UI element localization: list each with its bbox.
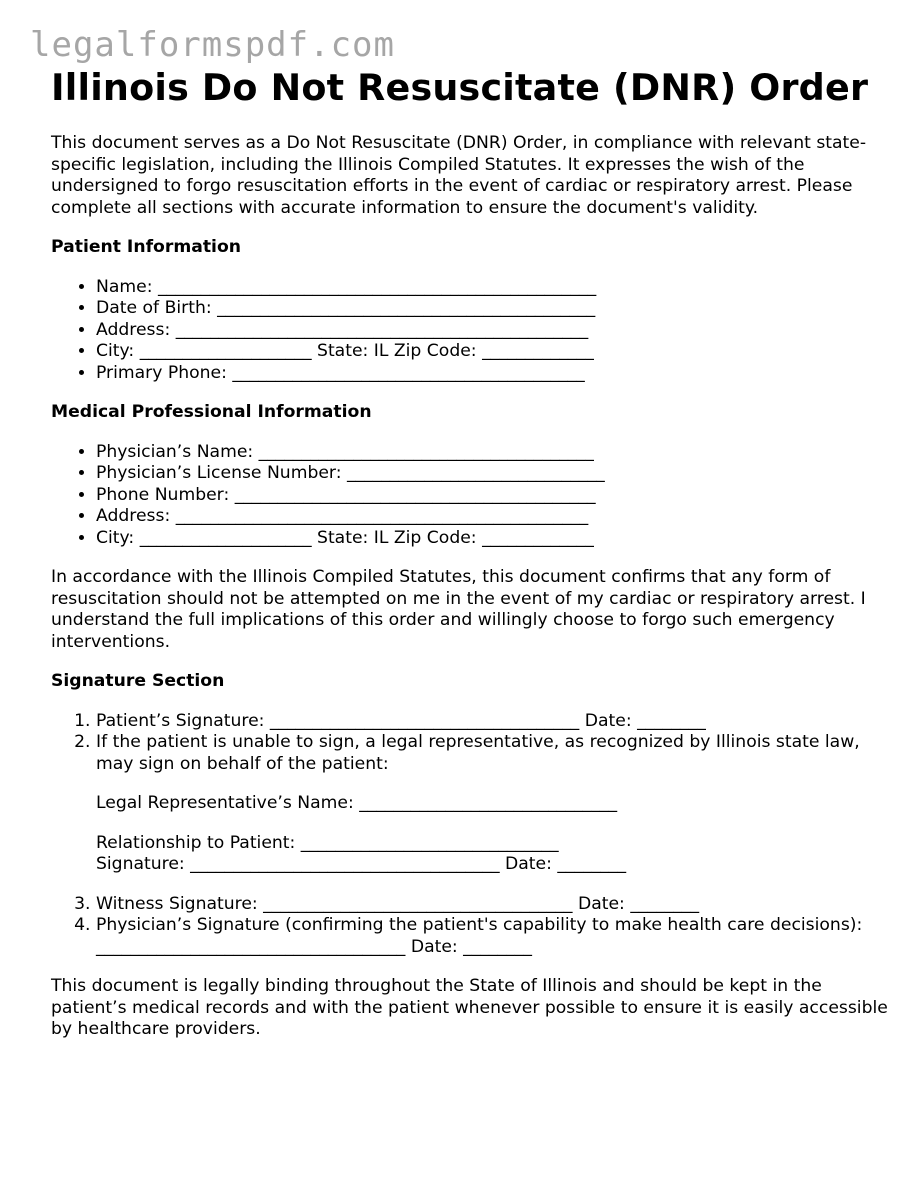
medical-info-heading: Medical Professional Information (51, 402, 372, 422)
medical-info-list (51, 442, 891, 550)
intro-paragraph: This document serves as a Do Not Resuscitate (DNR) Order, in compliance with relevant state-specific legislation, including the Illinois Compiled Statutes. It expresses the wish of the undersigned to forgo resuscitation efforts in the event of cardiac or respiratory arrest. Please complete all sections with accurate information to ensure the document's validity. (51, 133, 867, 218)
physician-signature-field: 4. Physician’s Signature (confirming the patient's capability to make health care decisions): ____________________________________ Date: ________ (96, 915, 891, 958)
patient-address-field: • Address: ________________________________________________ (96, 320, 891, 342)
patient-info-heading: Patient Information (51, 237, 241, 257)
physician-license-field: • Physician’s License Number: ______________________________ (96, 463, 891, 485)
closing-paragraph: This document is legally binding throughout the State of Illinois and should be kept in the patient’s medical records and with the patient whenever possible to ensure it is easily accessible by healthcare providers. (51, 976, 888, 1039)
physician-city-state-zip-field: • City: ____________________ State: IL Zip Code: _____________ (96, 528, 891, 550)
legal-representative-text: 2. If the patient is unable to sign, a legal representative, as recognized by Illinois state law, may sign on behalf of the patient: (96, 732, 860, 774)
witness-signature-field: 3. Witness Signature: ____________________________________ Date: ________ (96, 894, 891, 916)
physician-address-field: • Address: ________________________________________________ (96, 506, 891, 528)
rep-relationship-field: Relationship to Patient: ______________________________ (96, 832, 559, 853)
patient-city-state-zip-field: • City: ____________________ State: IL Zip Code: _____________ (96, 341, 891, 363)
physician-phone-field: • Phone Number: __________________________________________ (96, 485, 891, 507)
patient-phone-field: • Primary Phone: _________________________________________ (96, 363, 891, 385)
rep-name-field: Legal Representative’s Name: ______________________________ (96, 793, 618, 813)
statement-paragraph: In accordance with the Illinois Compiled Statutes, this document confirms that any form of resuscitation should not be attempted on me in the event of my cardiac or respiratory arrest. I understand the full implications of this order and willingly choose to forgo such emergency interventions. (51, 567, 866, 652)
patient-signature-field: 1. Patient’s Signature: ____________________________________ Date: ________ (96, 711, 891, 733)
rep-signature-field: Signature: ____________________________________ Date: ________ (96, 854, 627, 874)
document-title: Illinois Do Not Resuscitate (DNR) Order (51, 66, 869, 109)
signature-heading: Signature Section (51, 671, 225, 691)
patient-dob-field: • Date of Birth: ____________________________________________ (96, 298, 891, 320)
document (51, 66, 891, 1041)
physician-name-field: • Physician’s Name: _______________________________________ (96, 442, 891, 464)
patient-name-field: • Name: ___________________________________________________ (96, 277, 891, 299)
watermark: legalformspdf.com (30, 25, 395, 65)
legal-representative-item (96, 732, 891, 876)
signature-list (51, 711, 891, 959)
patient-info-list (51, 277, 891, 385)
